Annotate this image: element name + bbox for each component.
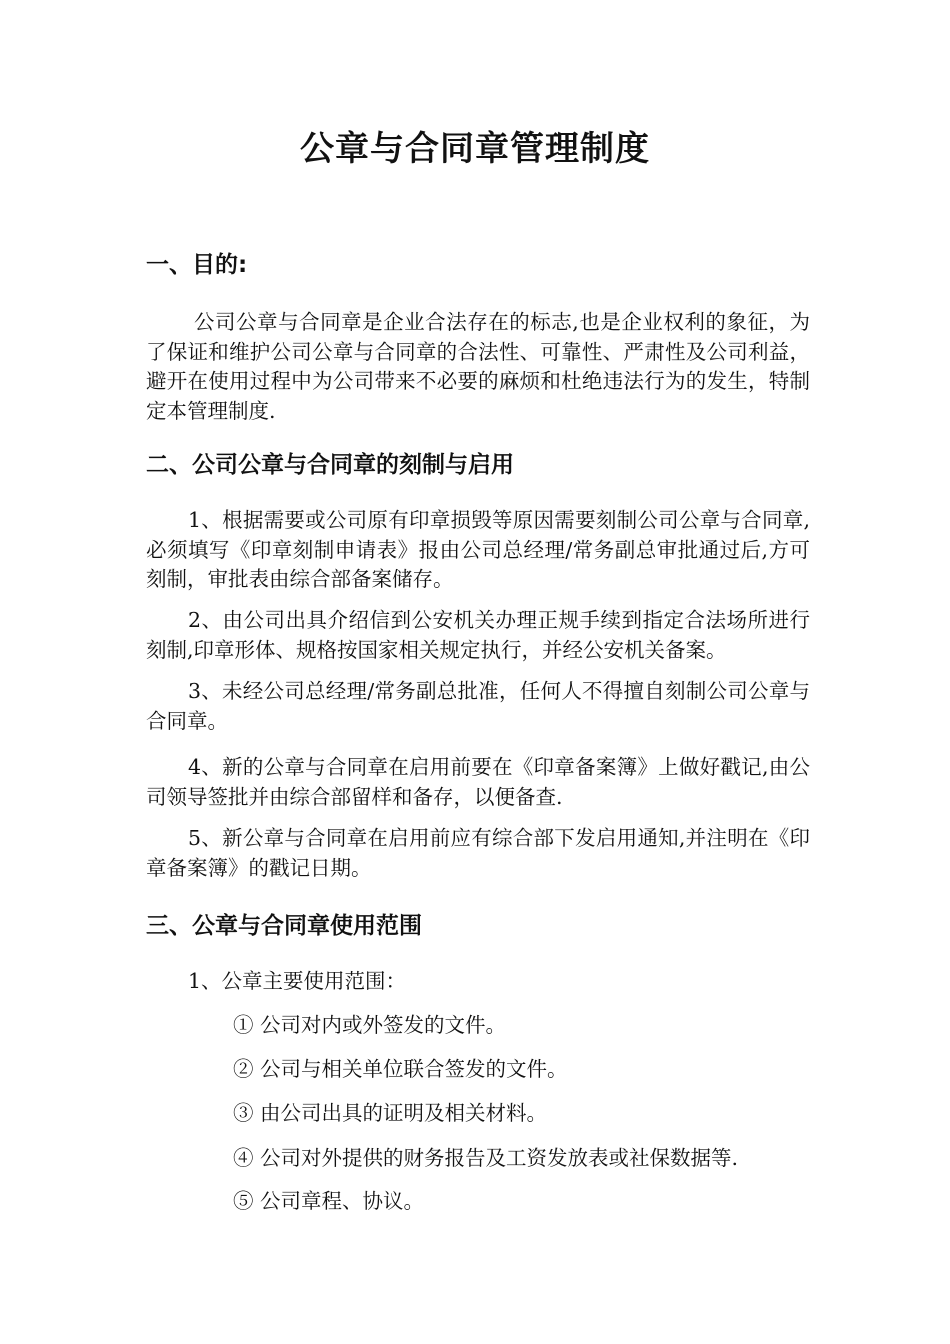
section-2-item-4: 4、新的公章与合同章在启用前要在《印章备案簿》上做好戳记,由公司领导签批并由综合部留样和备存，以便备查. (146, 755, 810, 809)
section-3-list-item: ⑤ 公司章程、协议。 (233, 1189, 425, 1213)
section-2-item-1: 1、根据需要或公司原有印章损毁等原因需要刻制公司公章与合同章,必须填写《印章刻制申请表》报由公司总经理/常务副总审批通过后,方可刻制，审批表由综合部备案储存。 (146, 508, 810, 591)
section-2-item-3: 3、未经公司总经理/常务副总批准，任何人不得擅自刻制公司公章与合同章。 (146, 679, 810, 733)
section-1-body: 公司公章与合同章是企业合法存在的标志,也是企业权利的象征，为了保证和维护公司公章与合同章的合法性、可靠性、严肃性及公司利益，避开在使用过程中为公司带来不必要的麻烦和杜绝违法行为的发生，特制定本管理制度. (146, 310, 810, 423)
section-3-list-item: ③ 由公司出具的证明及相关材料。 (233, 1101, 548, 1125)
section-2-heading: 二、公司公章与合同章的刻制与启用 (146, 452, 514, 478)
section-3-sub-1: 1、公章主要使用范围： (188, 969, 407, 993)
section-3-list-item: ① 公司对内或外签发的文件。 (233, 1013, 507, 1037)
section-2-item-5: 5、新公章与合同章在启用前应有综合部下发启用通知,并注明在《印章备案簿》的戳记日期。 (146, 826, 810, 880)
section-3-list-item: ④ 公司对外提供的财务报告及工资发放表或社保数据等. (233, 1146, 739, 1170)
section-3-heading: 三、公章与合同章使用范围 (146, 913, 422, 939)
document-title: 公章与合同章管理制度 (300, 129, 650, 169)
section-3-list-item: ② 公司与相关单位联合签发的文件。 (233, 1057, 568, 1081)
section-1-heading: 一、目的: (146, 252, 248, 278)
section-2-item-2: 2、由公司出具介绍信到公安机关办理正规手续到指定合法场所进行刻制,印章形体、规格按国家相关规定执行，并经公安机关备案。 (146, 608, 810, 662)
